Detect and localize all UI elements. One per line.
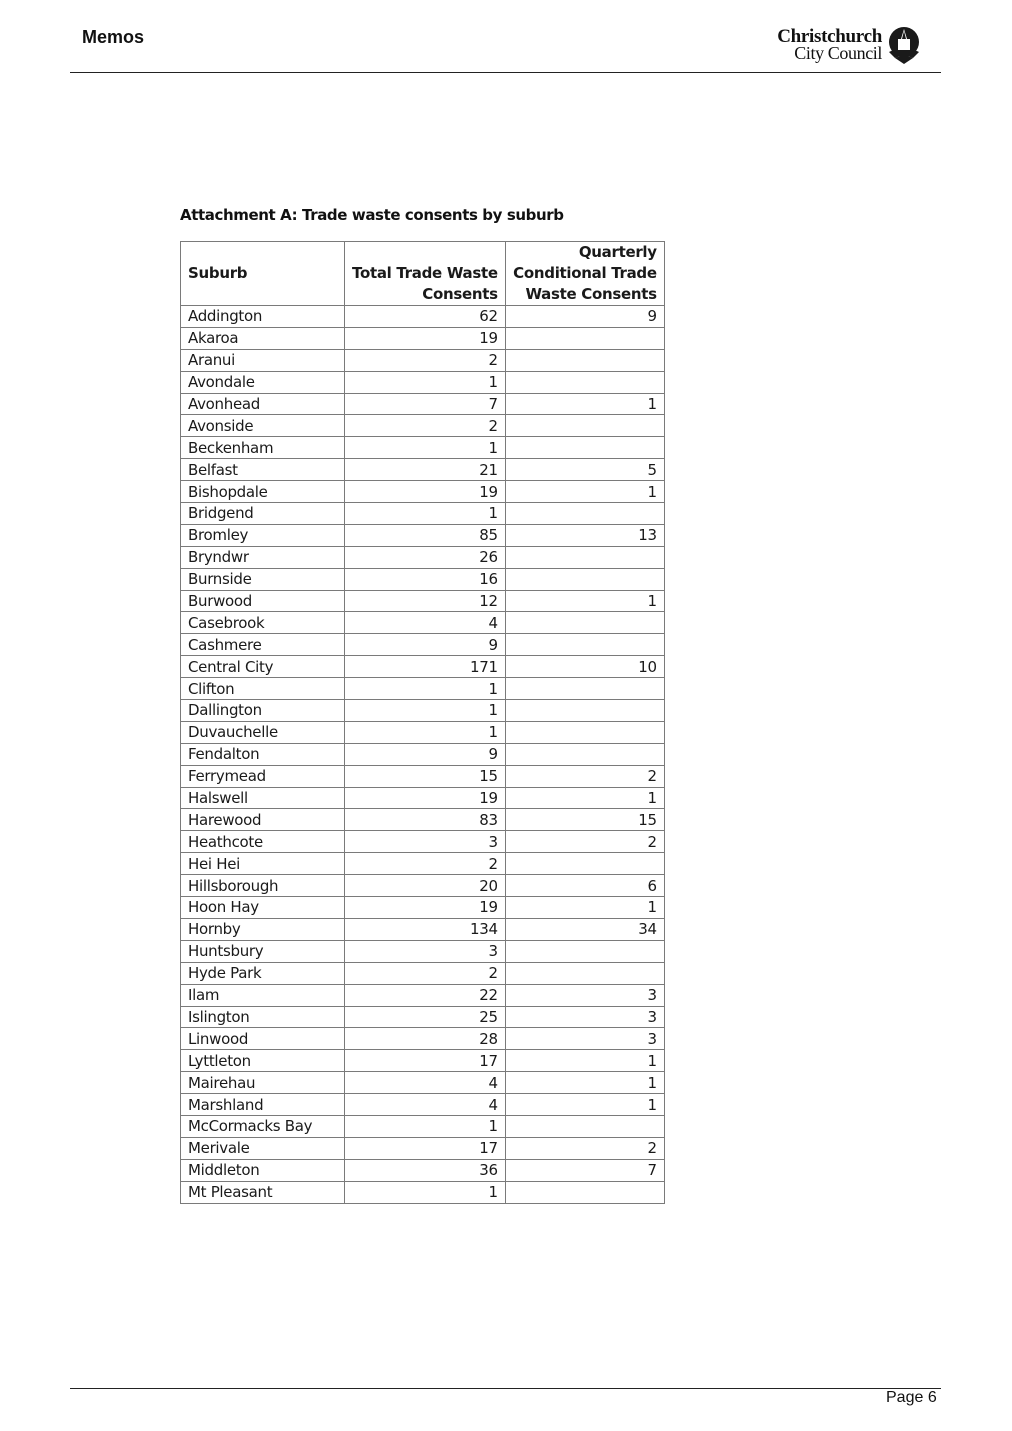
total-consents-cell: 4 [345, 1072, 506, 1094]
logo-text-line2: City Council [794, 43, 882, 63]
table-row [181, 393, 665, 415]
table-row [181, 612, 665, 634]
table-row [181, 634, 665, 656]
suburb-cell: Addington [181, 306, 345, 328]
suburb-cell: Cashmere [181, 634, 345, 656]
suburb-cell: Marshland [181, 1094, 345, 1116]
total-consents-cell: 25 [345, 1006, 506, 1028]
total-consents-cell: 2 [345, 349, 506, 371]
quarterly-consents-cell: 13 [505, 524, 664, 546]
header-quarterly-consents: Quarterly Conditional Trade Waste Consents [505, 242, 664, 306]
council-logo [770, 26, 924, 66]
table-row [181, 1159, 665, 1181]
total-consents-cell: 1 [345, 1181, 506, 1203]
table-row [181, 1137, 665, 1159]
table-row [181, 809, 665, 831]
suburb-cell: Hei Hei [181, 853, 345, 875]
quarterly-consents-cell: 1 [505, 481, 664, 503]
quarterly-consents-cell: 3 [505, 984, 664, 1006]
total-consents-cell: 171 [345, 656, 506, 678]
suburb-cell: Clifton [181, 678, 345, 700]
trade-waste-table [180, 241, 665, 1204]
total-consents-cell: 1 [345, 1115, 506, 1137]
table-row [181, 1094, 665, 1116]
total-consents-cell: 4 [345, 1094, 506, 1116]
table-row [181, 415, 665, 437]
total-consents-cell: 16 [345, 568, 506, 590]
quarterly-consents-cell: 3 [505, 1006, 664, 1028]
quarterly-consents-cell: 9 [505, 306, 664, 328]
suburb-cell: Linwood [181, 1028, 345, 1050]
quarterly-consents-cell [505, 415, 664, 437]
table-row [181, 743, 665, 765]
table-row [181, 306, 665, 328]
table-row [181, 918, 665, 940]
quarterly-consents-cell: 1 [505, 1094, 664, 1116]
total-consents-cell: 85 [345, 524, 506, 546]
quarterly-consents-cell [505, 437, 664, 459]
table-row [181, 503, 665, 525]
total-consents-cell: 62 [345, 306, 506, 328]
suburb-cell: Hillsborough [181, 875, 345, 897]
table-row [181, 1050, 665, 1072]
quarterly-consents-cell [505, 546, 664, 568]
total-consents-cell: 1 [345, 371, 506, 393]
quarterly-consents-cell: 1 [505, 897, 664, 919]
footer-divider [70, 1388, 941, 1389]
total-consents-cell: 21 [345, 459, 506, 481]
total-consents-cell: 12 [345, 590, 506, 612]
suburb-cell: Belfast [181, 459, 345, 481]
table-row [181, 349, 665, 371]
table-header-row [181, 242, 665, 306]
suburb-cell: Avonhead [181, 393, 345, 415]
total-consents-cell: 19 [345, 481, 506, 503]
suburb-cell: McCormacks Bay [181, 1115, 345, 1137]
suburb-cell: Mairehau [181, 1072, 345, 1094]
quarterly-consents-cell [505, 634, 664, 656]
suburb-cell: Hyde Park [181, 962, 345, 984]
quarterly-consents-cell [505, 568, 664, 590]
total-consents-cell: 1 [345, 503, 506, 525]
suburb-cell: Merivale [181, 1137, 345, 1159]
suburb-cell: Ilam [181, 984, 345, 1006]
suburb-cell: Akaroa [181, 327, 345, 349]
total-consents-cell: 36 [345, 1159, 506, 1181]
suburb-cell: Harewood [181, 809, 345, 831]
total-consents-cell: 83 [345, 809, 506, 831]
quarterly-consents-cell: 1 [505, 393, 664, 415]
total-consents-cell: 19 [345, 327, 506, 349]
quarterly-consents-cell: 7 [505, 1159, 664, 1181]
total-consents-cell: 2 [345, 415, 506, 437]
suburb-cell: Dallington [181, 700, 345, 722]
suburb-cell: Fendalton [181, 743, 345, 765]
suburb-cell: Duvauchelle [181, 721, 345, 743]
suburb-cell: Hoon Hay [181, 897, 345, 919]
suburb-cell: Lyttleton [181, 1050, 345, 1072]
table-row [181, 721, 665, 743]
suburb-cell: Avondale [181, 371, 345, 393]
quarterly-consents-cell [505, 678, 664, 700]
table-row [181, 1006, 665, 1028]
table-row [181, 1181, 665, 1203]
total-consents-cell: 19 [345, 897, 506, 919]
table-row [181, 1028, 665, 1050]
suburb-cell: Bishopdale [181, 481, 345, 503]
total-consents-cell: 3 [345, 940, 506, 962]
total-consents-cell: 1 [345, 721, 506, 743]
total-consents-cell: 28 [345, 1028, 506, 1050]
quarterly-consents-cell [505, 700, 664, 722]
quarterly-consents-cell: 34 [505, 918, 664, 940]
table-row [181, 568, 665, 590]
quarterly-consents-cell [505, 1181, 664, 1203]
suburb-cell: Huntsbury [181, 940, 345, 962]
quarterly-consents-cell: 2 [505, 831, 664, 853]
table-row [181, 327, 665, 349]
total-consents-cell: 17 [345, 1050, 506, 1072]
quarterly-consents-cell: 1 [505, 590, 664, 612]
quarterly-consents-cell: 6 [505, 875, 664, 897]
quarterly-consents-cell [505, 721, 664, 743]
total-consents-cell: 1 [345, 700, 506, 722]
suburb-cell: Bromley [181, 524, 345, 546]
total-consents-cell: 9 [345, 743, 506, 765]
table-row [181, 437, 665, 459]
cathedral-icon [886, 26, 922, 64]
suburb-cell: Central City [181, 656, 345, 678]
quarterly-consents-cell: 5 [505, 459, 664, 481]
table-row [181, 875, 665, 897]
table-row [181, 678, 665, 700]
table-caption: Attachment A: Trade waste consents by suburb [180, 206, 564, 224]
total-consents-cell: 9 [345, 634, 506, 656]
suburb-cell: Mt Pleasant [181, 1181, 345, 1203]
quarterly-consents-cell: 15 [505, 809, 664, 831]
total-consents-cell: 7 [345, 393, 506, 415]
total-consents-cell: 3 [345, 831, 506, 853]
quarterly-consents-cell [505, 1115, 664, 1137]
logo-text-line1: Christchurch [777, 26, 882, 47]
quarterly-consents-cell: 3 [505, 1028, 664, 1050]
suburb-cell: Aranui [181, 349, 345, 371]
total-consents-cell: 17 [345, 1137, 506, 1159]
suburb-cell: Burnside [181, 568, 345, 590]
table-row [181, 481, 665, 503]
total-consents-cell: 134 [345, 918, 506, 940]
suburb-cell: Burwood [181, 590, 345, 612]
suburb-cell: Bridgend [181, 503, 345, 525]
total-consents-cell: 22 [345, 984, 506, 1006]
quarterly-consents-cell: 2 [505, 765, 664, 787]
header-total-consents: Total Trade Waste Consents [345, 242, 506, 306]
quarterly-consents-cell [505, 612, 664, 634]
total-consents-cell: 19 [345, 787, 506, 809]
suburb-cell: Avonside [181, 415, 345, 437]
header-divider [70, 72, 941, 73]
header-suburb: Suburb [181, 242, 345, 306]
total-consents-cell: 26 [345, 546, 506, 568]
quarterly-consents-cell [505, 853, 664, 875]
suburb-cell: Halswell [181, 787, 345, 809]
quarterly-consents-cell: 1 [505, 787, 664, 809]
table-row [181, 371, 665, 393]
table-row [181, 831, 665, 853]
table-row [181, 656, 665, 678]
quarterly-consents-cell [505, 327, 664, 349]
table-row [181, 459, 665, 481]
table-row [181, 524, 665, 546]
suburb-cell: Heathcote [181, 831, 345, 853]
suburb-cell: Islington [181, 1006, 345, 1028]
suburb-cell: Bryndwr [181, 546, 345, 568]
quarterly-consents-cell: 2 [505, 1137, 664, 1159]
quarterly-consents-cell [505, 962, 664, 984]
page-header-title: Memos [82, 27, 145, 47]
total-consents-cell: 1 [345, 437, 506, 459]
table-row [181, 590, 665, 612]
quarterly-consents-cell [505, 503, 664, 525]
suburb-cell: Ferrymead [181, 765, 345, 787]
table-row [181, 700, 665, 722]
total-consents-cell: 1 [345, 678, 506, 700]
quarterly-consents-cell [505, 940, 664, 962]
table-row [181, 853, 665, 875]
page-number: Page 6 [886, 1389, 937, 1406]
total-consents-cell: 20 [345, 875, 506, 897]
table-row [181, 787, 665, 809]
table-row [181, 1115, 665, 1137]
table-row [181, 1072, 665, 1094]
total-consents-cell: 2 [345, 962, 506, 984]
quarterly-consents-cell [505, 371, 664, 393]
total-consents-cell: 15 [345, 765, 506, 787]
quarterly-consents-cell: 1 [505, 1072, 664, 1094]
total-consents-cell: 2 [345, 853, 506, 875]
total-consents-cell: 4 [345, 612, 506, 634]
suburb-cell: Hornby [181, 918, 345, 940]
suburb-cell: Beckenham [181, 437, 345, 459]
table-row [181, 897, 665, 919]
table-row [181, 962, 665, 984]
quarterly-consents-cell [505, 743, 664, 765]
quarterly-consents-cell: 10 [505, 656, 664, 678]
suburb-cell: Middleton [181, 1159, 345, 1181]
table-row [181, 984, 665, 1006]
suburb-cell: Casebrook [181, 612, 345, 634]
table-row [181, 940, 665, 962]
quarterly-consents-cell [505, 349, 664, 371]
table-row [181, 765, 665, 787]
quarterly-consents-cell: 1 [505, 1050, 664, 1072]
table-body [181, 306, 665, 1204]
table-row [181, 546, 665, 568]
